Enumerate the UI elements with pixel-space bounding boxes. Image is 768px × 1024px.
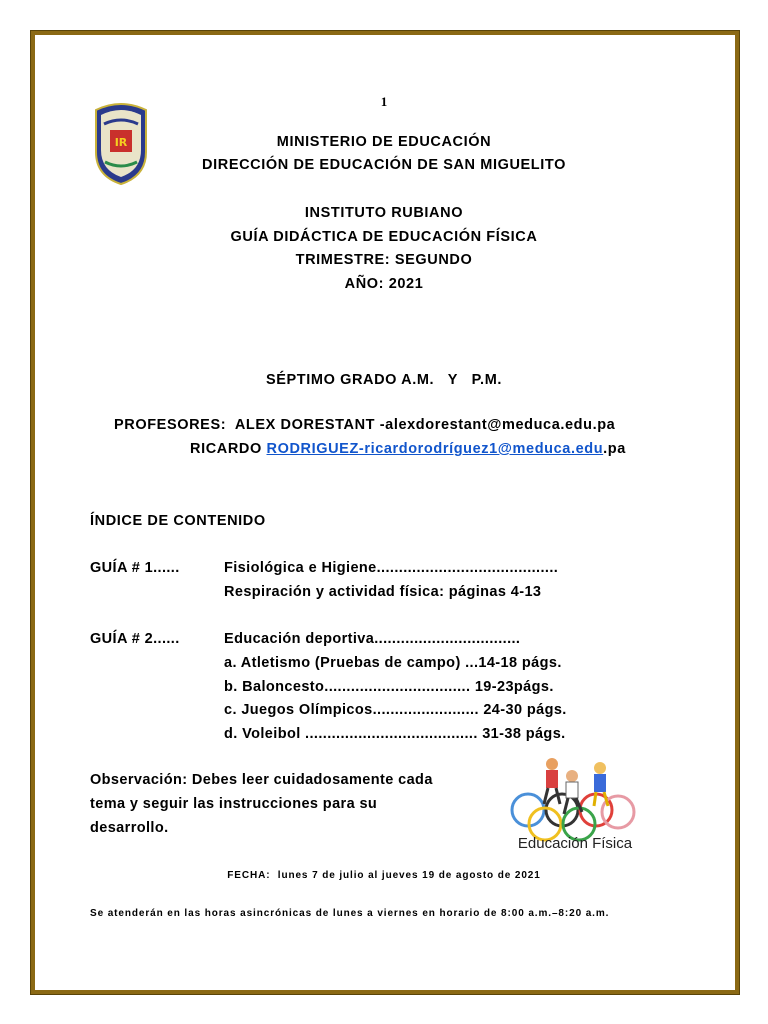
observation-line-1: Observación: Debes leer cuidadosamente cada [90,772,433,788]
ministry-title: MINISTERIO DE EDUCACIÓN [276,134,492,150]
date-line: FECHA: lunes 7 de julio al jueves 19 de agosto de 2021 [227,870,541,881]
observation-line-3: desarrollo. [90,820,169,836]
index-title: ÍNDICE DE CONTENIDO [90,513,266,529]
professor-email-link[interactable]: RODRIGUEZ-ricardorodríguez1@meduca.edu [266,441,604,457]
guide-2-item: c. Juegos Olímpicos........................ 24-30 págs. [224,702,567,718]
page-number: 1 [380,94,388,109]
guide-2-item: a. Atletismo (Pruebas de campo) ...14-18 págs. [224,655,562,671]
professor-name: RICARDO [190,441,267,457]
guide-2-item: d. Voleibol ....................................... 31-38 págs. [224,726,566,742]
professors-line-1: PROFESORES: ALEX DORESTANT -alexdorestant@meduca.edu.pa [114,417,616,433]
professors-line-2 [190,441,626,457]
physical-education-illustration [500,752,650,854]
guide-2-item: b. Baloncesto................................. 19-23págs. [224,679,554,695]
guide-2-line-1: Educación deportiva................................. [224,631,521,647]
direction-title: DIRECCIÓN DE EDUCACIÓN DE SAN MIGUELITO [202,157,566,173]
institute-name: INSTITUTO RUBIANO [304,205,464,221]
guide-1-line-2: Respiración y actividad física: páginas 4-13 [224,584,542,600]
schedule-line: Se atenderán en las horas asincrónicas de lunes a viernes en horario de 8:00 a.m.–8:20 a.m. [90,908,610,919]
year: AÑO: 2021 [344,276,424,292]
guide-1-line-1: Fisiológica e Higiene......................................... [224,560,559,576]
observation-line-2: tema y seguir las instrucciones para su [90,796,378,812]
grade: SÉPTIMO GRADO A.M. Y P.M. [265,372,502,388]
guide-1-label: GUÍA # 1...... [90,560,180,576]
image-caption: Educación Física [517,835,633,852]
guide-2-label: GUÍA # 2...... [90,631,180,647]
guide-title: GUÍA DIDÁCTICA DE EDUCACIÓN FÍSICA [230,229,538,245]
email-suffix: .pa [603,441,626,457]
logo-initials: IR [114,136,128,149]
trimester: TRIMESTRE: SEGUNDO [295,252,473,268]
